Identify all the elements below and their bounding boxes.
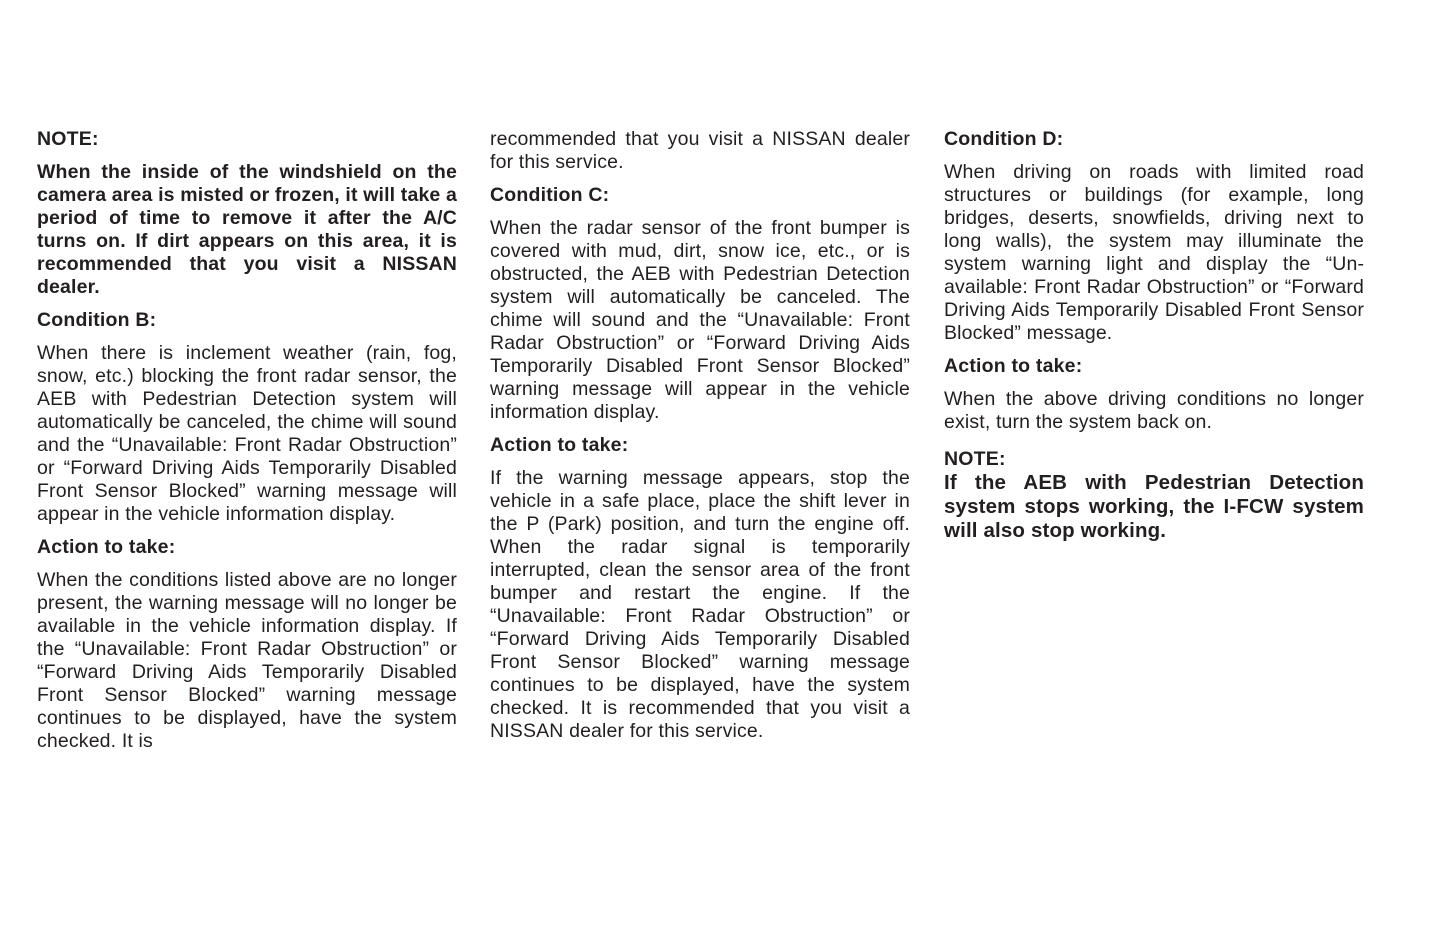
action-heading: Action to take: — [490, 434, 629, 456]
note-heading: NOTE: — [944, 448, 1006, 470]
condition-c-body: When the radar sensor of the front bumper is covered with mud, dirt, snow ice, etc., or is obstructed, the AEB with Pedestrian Detection system will automatically be canceled. The chime will sound and the “Unavailable: Front Radar Obstruction” or “Forward Driving Aids Temporarily Disabled Front Sensor Blocked” warning message will appear in the vehicle information display. — [490, 217, 910, 423]
action-heading: Action to take: — [37, 536, 176, 558]
condition-d-heading: Condition D: — [944, 128, 1064, 150]
condition-b-heading: Condition B: — [37, 309, 157, 331]
action-body: When the conditions listed above are no longer present, the warning message will no longer be available in the vehicle information display. If the “Unavailable: Front Radar Obstruction” or “Forward Driving Aids Temporarily Disabled Front Sensor Blocked” warning message continues to be displayed, have the system checked. It is — [37, 569, 457, 752]
continued-body: recommended that you visit a NISSAN dealer for this service. — [490, 128, 910, 173]
action-body: When the above driving conditions no longer exist, turn the system back on. — [944, 388, 1364, 433]
note-body: When the inside of the windshield on the camera area is misted or frozen, it will take a period of time to remove it after the A/C turns on. If dirt appears on this area, it is recommended that you visit a NISSAN dealer. — [37, 161, 457, 298]
column-2 — [490, 128, 910, 743]
column-1 — [37, 128, 457, 753]
condition-c-heading: Condition C: — [490, 184, 610, 206]
action-heading: Action to take: — [944, 355, 1083, 377]
condition-b-body: When there is inclement weather (rain, fog, snow, etc.) blocking the front radar sensor, the AEB with Pedestrian Detection system will automatically be canceled, the chime will sound and the “Unavailable: Front Radar Obstruction” or “Forward Driving Aids Temporarily Disabled Front Sensor Blocked” warning message will appear in the vehicle information display. — [37, 342, 457, 525]
note-body: If the AEB with Pedestrian Detection system stops working, the I-FCW system will also stop working. — [944, 471, 1364, 542]
action-body: If the warning message appears, stop the vehicle in a safe place, place the shift lever in the P (Park) position, and turn the engine off. When the radar signal is temporarily interrupted, clean the sensor area of the front bumper and restart the engine. If the “Unavailable: Front Radar Obstruction” or “Forward Driving Aids Temporarily Disabled Front Sensor Blocked” warning message continues to be displayed, have the system checked. It is recommended that you visit a NISSAN dealer for this service. — [490, 467, 910, 742]
condition-d-body: When driving on roads with limited road structures or buildings (for example, long bridges, deserts, snowfields, driving next to long walls), the system may illuminate the system warning light and display the “Unavailable: Front Radar Obstruction” or “Forward Driving Aids Temporarily Disabled Front Sensor Blocked” message. — [944, 161, 1364, 344]
note-heading: NOTE: — [37, 128, 99, 150]
column-3 — [944, 128, 1364, 543]
